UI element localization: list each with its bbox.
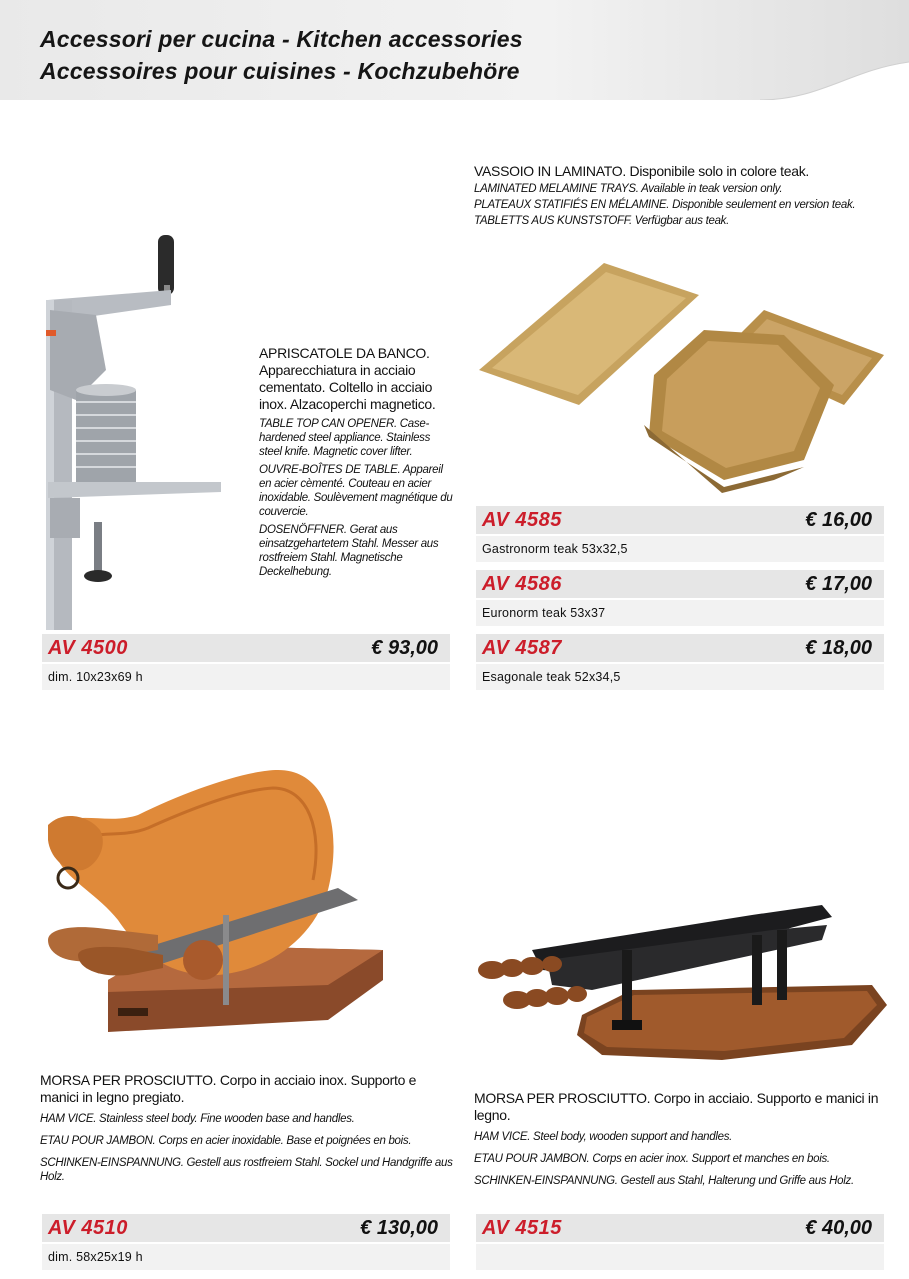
trays-title: VASSOIO IN LAMINATO. Disponibile solo in colore teak. bbox=[474, 163, 810, 179]
product-price: € 16,00 bbox=[805, 508, 872, 531]
trays-en: LAMINATED MELAMINE TRAYS. Available in teak version only. bbox=[474, 183, 783, 195]
ham-vice-steel-description bbox=[474, 1090, 894, 1188]
product-price: € 130,00 bbox=[360, 1216, 438, 1239]
can-opener-price-row bbox=[42, 634, 450, 662]
product-price: € 93,00 bbox=[371, 636, 438, 659]
ham-vice-steel-price-row bbox=[476, 1214, 884, 1242]
product-code: AV 4585 bbox=[482, 508, 562, 531]
can-opener-fr: OUVRE-BOÎTES DE TABLE. Appareil en acier cèmenté. Couteau en acier inoxidable. Soulèvement magnétique du couvercie. bbox=[259, 464, 453, 518]
product-code: AV 4500 bbox=[48, 636, 128, 659]
tray-desc-2: Euronorm teak 53x37 bbox=[476, 600, 884, 626]
tray-price-row-2 bbox=[476, 570, 884, 598]
ham-vice-steel-image bbox=[472, 895, 892, 1070]
trays-image bbox=[474, 255, 889, 500]
can-opener-description bbox=[259, 345, 453, 579]
tray-price-row-3 bbox=[476, 634, 884, 662]
can-opener-dimensions: dim. 10x23x69 h bbox=[42, 664, 450, 690]
tray-desc-1: Gastronorm teak 53x32,5 bbox=[476, 536, 884, 562]
product-code: AV 4587 bbox=[482, 636, 562, 659]
can-opener-en: TABLE TOP CAN OPENER. Case-hardened steel appliance. Stainless steel knife. Magnetic cover lifter. bbox=[259, 418, 431, 458]
ham-vice-inox-en: HAM VICE. Stainless steel body. Fine wooden base and handles. bbox=[40, 1113, 355, 1125]
can-opener-image bbox=[36, 230, 236, 630]
can-opener-de: DOSENÖFFNER. Gerat aus einsatzgehartetem Stahl. Messer aus rostfreiem Stahl. Magnetische Deckelhebung. bbox=[259, 524, 439, 578]
product-price: € 18,00 bbox=[805, 636, 872, 659]
trays-description bbox=[474, 163, 894, 228]
ham-vice-steel-de: SCHINKEN-EINSPANNUNG. Gestell aus Stahl, Halterung und Griffe aus Holz. bbox=[474, 1175, 854, 1187]
ham-vice-steel-en: HAM VICE. Steel body, wooden support and handles. bbox=[474, 1131, 733, 1143]
trays-de: TABLETTS AUS KUNSTSTOFF. Verfügbar aus teak. bbox=[474, 215, 730, 227]
product-code: AV 4515 bbox=[482, 1216, 562, 1239]
header-title-line1: Accessori per cucina - Kitchen accessories bbox=[40, 26, 523, 52]
header-title-line2: Accessoires pour cuisines - Kochzubehöre bbox=[40, 58, 520, 84]
ham-vice-inox-fr: ETAU POUR JAMBON. Corps en acier inoxidable. Base et poignées en bois. bbox=[40, 1135, 412, 1147]
ham-vice-steel-fr: ETAU POUR JAMBON. Corps en acier inox. Support et manches en bois. bbox=[474, 1153, 830, 1165]
ham-vice-inox-title: MORSA PER PROSCIUTTO. Corpo in acciaio inox. Supporto e manici in legno pregiato. bbox=[40, 1072, 417, 1105]
tray-desc-3: Esagonale teak 52x34,5 bbox=[476, 664, 884, 690]
ham-vice-inox-de: SCHINKEN-EINSPANNUNG. Gestell aus rostfreiem Stahl. Sockel und Handgriffe aus Holz. bbox=[40, 1157, 453, 1183]
product-code: AV 4510 bbox=[48, 1216, 128, 1239]
product-price: € 40,00 bbox=[805, 1216, 872, 1239]
can-opener-title: APRISCATOLE DA BANCO. Apparecchiatura in acciaio cementato. Coltello in acciaio inox. Alzacoperchi magnetico. bbox=[259, 345, 436, 412]
ham-vice-inox-image bbox=[38, 770, 388, 1050]
ham-vice-inox-dimensions: dim. 58x25x19 h bbox=[42, 1244, 450, 1270]
product-price: € 17,00 bbox=[805, 572, 872, 595]
trays-fr: PLATEAUX STATIFIÉS EN MÉLAMINE. Disponible seulement en version teak. bbox=[474, 199, 856, 211]
tray-price-row-1 bbox=[476, 506, 884, 534]
ham-vice-steel-title: MORSA PER PROSCIUTTO. Corpo in acciaio. Supporto e manici in legno. bbox=[474, 1090, 879, 1123]
ham-vice-steel-empty-row bbox=[476, 1244, 884, 1270]
ham-vice-inox-price-row bbox=[42, 1214, 450, 1242]
product-code: AV 4586 bbox=[482, 572, 562, 595]
ham-vice-inox-description bbox=[40, 1072, 455, 1184]
